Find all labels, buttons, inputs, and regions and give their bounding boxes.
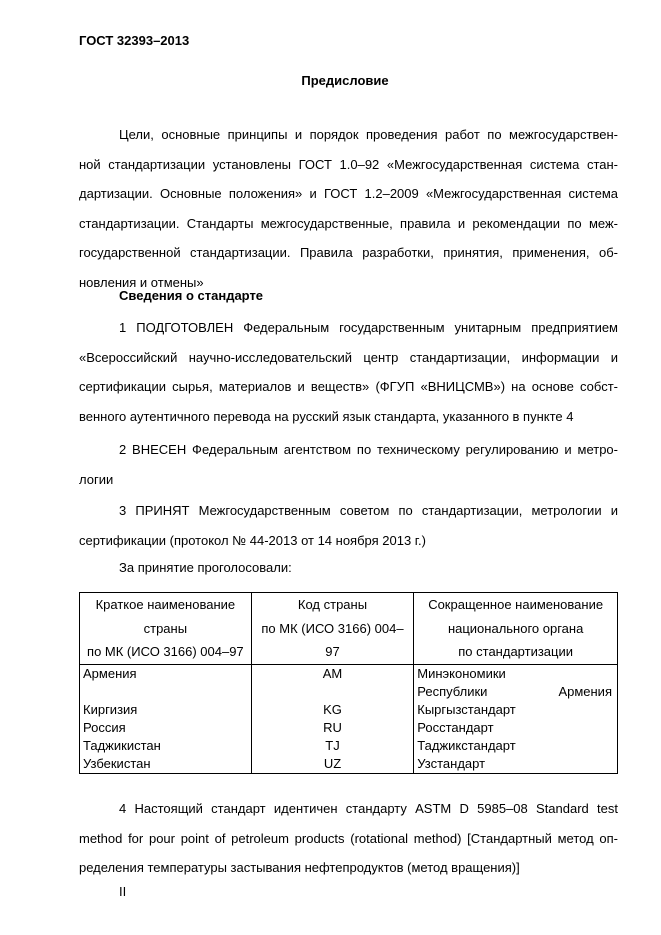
body-cell: Минэкономики Республики Армения <box>414 664 618 701</box>
item-4-line: method for pour point of petroleum products (rotational method) [Стандартный метод оп- <box>79 830 618 846</box>
item-1-line: венного аутентичного перевода на русский язык стандарта, указанного в пункте 4 <box>79 408 574 424</box>
item-4-line: ределения температуры застывания нефтепродуктов (метод вращения)] <box>79 860 520 875</box>
item-1-line: 1 ПОДГОТОВЛЕН Федеральным государственным унитарным предприятием <box>119 320 618 335</box>
country-cell: Россия <box>80 719 252 737</box>
item-1-line: «Всероссийский научно-исследовательский центр стандартизации, информации и <box>79 349 618 365</box>
country-cell: Узбекистан <box>80 755 252 774</box>
item-4-line: 4 Настоящий стандарт идентичен стандарту ASTM D 5985–08 Standard test <box>119 801 618 816</box>
body-cell: Кыргызстандарт <box>414 701 618 719</box>
foreword-line: новления и отмены» <box>79 274 204 290</box>
info-heading: Сведения о стандарте <box>119 288 264 303</box>
voting-table <box>79 592 618 774</box>
body-cell: Узстандарт <box>414 755 618 774</box>
code-cell: AM <box>251 664 414 701</box>
item-3-line: сертификации (протокол № 44-2013 от 14 ноября 2013 г.) <box>79 532 426 548</box>
foreword-line: ной стандартизации установлены ГОСТ 1.0–92 «Межгосударственная система стан- <box>79 156 618 172</box>
table-row <box>80 719 618 737</box>
header-code: Код страны по МК (ИСО 3166) 004– 97 <box>251 593 414 665</box>
header-country: Краткое наименование страны по МК (ИСО 3166) 004–97 <box>80 593 252 665</box>
country-cell: Таджикистан <box>80 737 252 755</box>
code-cell: KG <box>251 701 414 719</box>
table-row <box>80 755 618 774</box>
item-2-paragraph <box>79 435 618 494</box>
body-cell: Росстандарт <box>414 719 618 737</box>
page-number: II <box>119 884 127 899</box>
foreword-paragraph <box>79 120 618 297</box>
table-header-row <box>80 593 618 665</box>
item-1-paragraph <box>79 313 618 431</box>
item-4-paragraph <box>79 794 618 883</box>
item-2-line: 2 ВНЕСЕН Федеральным агентством по техническому регулированию и метро- <box>119 442 618 457</box>
item-3-line: 3 ПРИНЯТ Межгосударственным советом по стандартизации, метрологии и <box>119 503 618 518</box>
country-cell: Армения <box>80 664 252 701</box>
item-1-line: сертификации сырья, материалов и веществ» (ФГУП «ВНИЦСМВ») на основе собст- <box>79 379 618 394</box>
header-body: Сокращенное наименование национального органа по стандартизации <box>414 593 618 665</box>
vote-label: За принятие проголосовали: <box>119 560 292 575</box>
foreword-line: государственной стандартизации. Правила разработки, принятия, применения, об- <box>79 245 618 260</box>
code-cell: TJ <box>251 737 414 755</box>
table-row <box>80 664 618 701</box>
code-cell: UZ <box>251 755 414 774</box>
code-cell: RU <box>251 719 414 737</box>
country-cell: Киргизия <box>80 701 252 719</box>
item-3-paragraph <box>79 496 618 555</box>
foreword-line: Цели, основные принципы и порядок проведения работ по межгосударствен- <box>119 127 618 142</box>
foreword-line: стандартизации. Стандарты межгосударственные, правила и рекомендации по меж- <box>79 215 618 231</box>
body-cell: Таджикстандарт <box>414 737 618 755</box>
document-header: ГОСТ 32393–2013 <box>79 33 190 48</box>
item-2-line: логии <box>79 471 114 487</box>
section-title: Предисловие <box>301 73 389 88</box>
table-row <box>80 737 618 755</box>
foreword-line: дартизации. Основные положения» и ГОСТ 1.2–2009 «Межгосударственная система <box>79 186 618 201</box>
table-row <box>80 701 618 719</box>
